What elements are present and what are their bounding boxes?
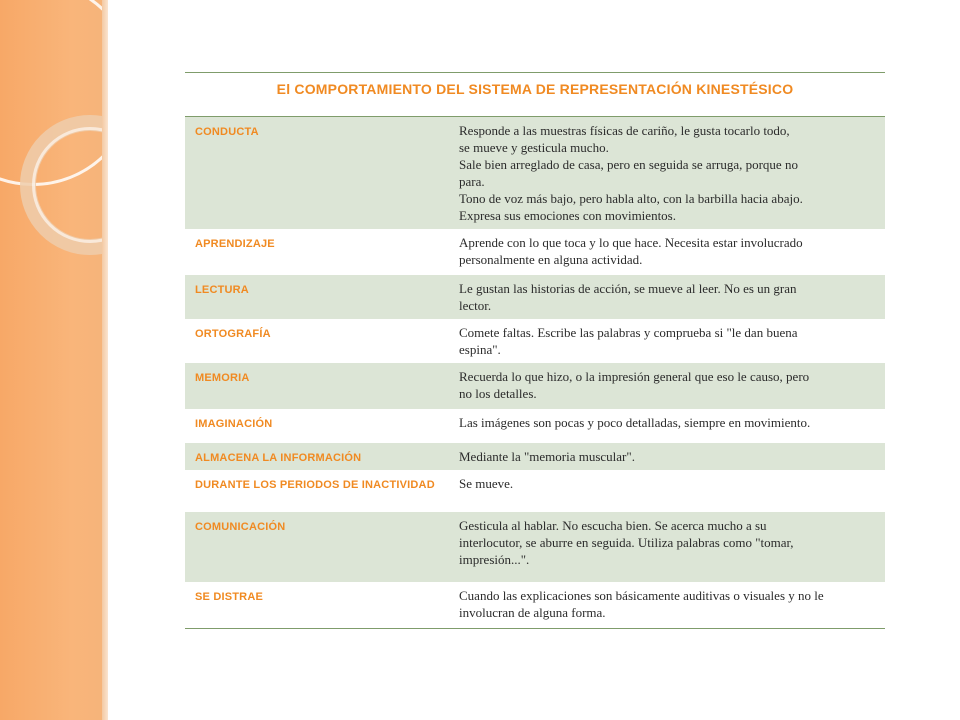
description-line: Tono de voz más bajo, pero habla alto, con la barbilla hacia abajo. [459,191,803,206]
sidebar-edge [102,0,108,720]
row-label: APRENDIZAJE [195,238,275,250]
decorative-sidebar [0,0,102,720]
description-line: Se mueve. [459,476,514,491]
row-label: ORTOGRAFÍA [195,328,271,340]
representation-table [185,72,885,629]
row-description [449,275,885,319]
row-label: SE DISTRAE [195,591,264,603]
description-line: Comete faltas. Escribe las palabras y comprueba si "le dan buena [459,325,798,340]
description-line: no los detalles. [459,386,537,401]
row-label: ALMACENA LA INFORMACIÓN [185,443,449,470]
description-line: Mediante la "memoria muscular". [459,449,635,464]
description-line: Las imágenes son pocas y poco detalladas, siempre en movimiento. [459,415,811,430]
description-line: Expresa sus emociones con movimientos. [459,208,676,223]
description-line: lector. [459,298,492,313]
row-label: CONDUCTA [185,117,449,230]
row-description [449,117,885,230]
description-line: Responde a las muestras físicas de cariño, le gusta tocarlo todo, [459,123,790,138]
description-line: Le gustan las historias de acción, se mueve al leer. No es un gran [459,281,797,296]
table-title: El COMPORTAMIENTO DEL SISTEMA DE REPRESENTACIÓN KINESTÉSICO [185,72,885,116]
table-row [185,229,885,275]
description-line: personalmente en alguna actividad. [459,252,643,267]
behavior-table [185,116,885,629]
description-line: Aprende con lo que toca y lo que hace. Necesita estar involucrado [459,235,803,250]
table-row [185,409,885,443]
table-row [185,470,885,512]
description-line: impresión...". [459,552,530,567]
row-description [449,229,885,275]
description-line: Cuando las explicaciones son básicamente auditivas o visuales y no le [459,588,824,603]
table-row [185,275,885,319]
row-label: MEMORIA [185,363,449,409]
row-description [449,319,885,363]
row-label: LECTURA [185,275,449,319]
description-line: espina". [459,342,501,357]
table-row [185,319,885,363]
row-description [449,512,885,582]
description-line: Gesticula al hablar. No escucha bien. Se acerca mucho a su [459,518,767,533]
description-line: se mueve y gesticula mucho. [459,140,609,155]
row-description [449,582,885,628]
description-line: interlocutor, se aburre en seguida. Utiliza palabras como "tomar, [459,535,794,550]
row-label: COMUNICACIÓN [185,512,449,582]
description-line: involucran de alguna forma. [459,605,606,620]
description-line: Sale bien arreglado de casa, pero en seguida se arruga, porque no [459,157,798,172]
row-description [449,363,885,409]
row-label: DURANTE LOS PERIODOS DE INACTIVIDAD [195,479,435,491]
description-line: Recuerda lo que hizo, o la impresión general que eso le causo, pero [459,369,810,384]
description-line: para. [459,174,485,189]
table-row [185,512,885,582]
table-row [185,443,885,470]
row-description [449,409,885,443]
table-row [185,582,885,628]
row-label: IMAGINACIÓN [195,418,273,430]
table-body [185,117,885,629]
row-description [449,443,885,470]
table-row [185,117,885,230]
table-row [185,363,885,409]
row-description [449,470,885,512]
